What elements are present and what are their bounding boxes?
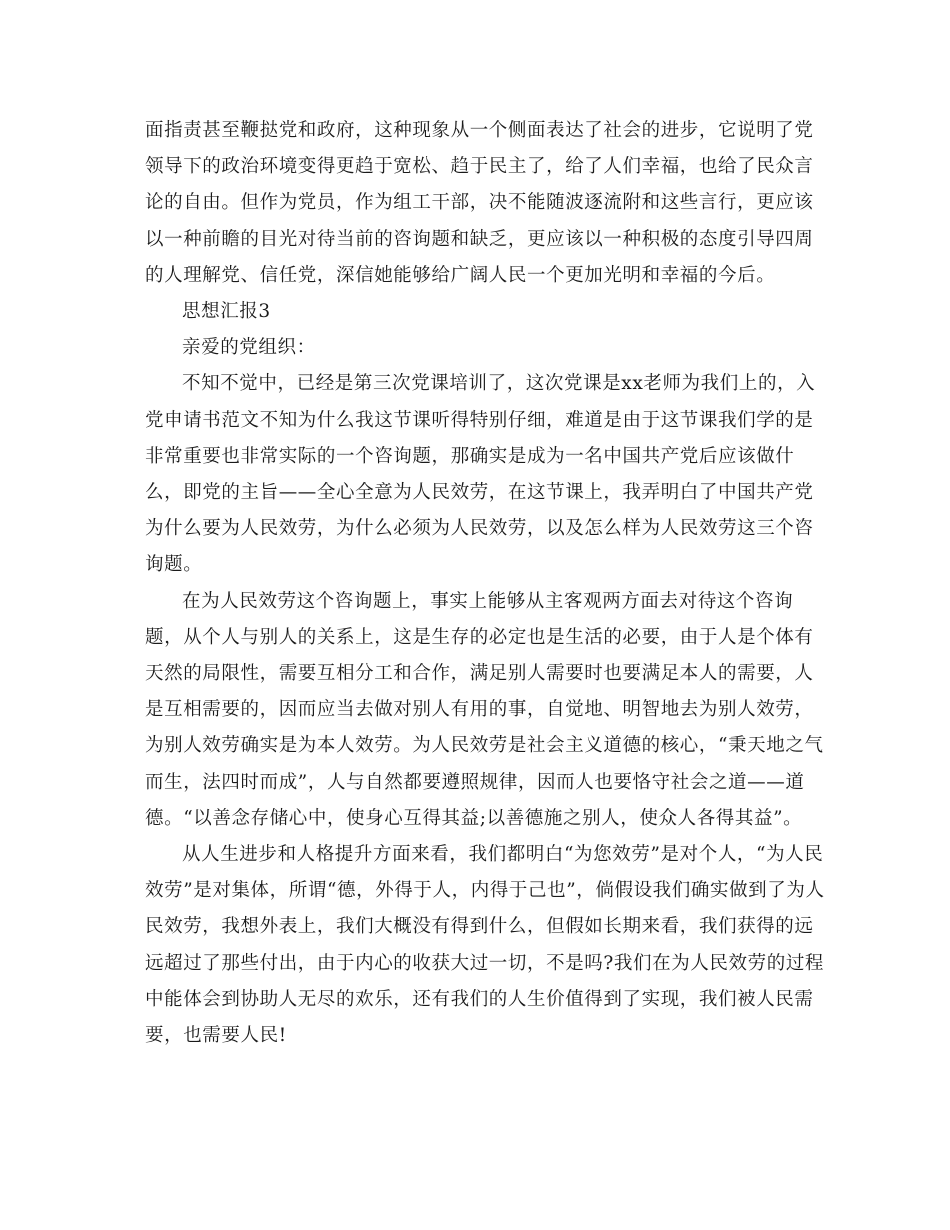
text-line: 为什么要为人民效劳，为什么必须为人民效劳，以及怎么样为人民效劳这三个咨: [145, 518, 814, 540]
text-line: 要，也需要人民!: [145, 1025, 287, 1047]
text-line: 党申请书范文不知为什么我这节课听得特别仔细，难道是由于这节课我们学的是: [145, 409, 814, 431]
text-line: 是互相需要的，因而应当去做对别人有用的事，自觉地、明智地去为别人效劳，: [145, 699, 814, 721]
text-line: 论的自由。但作为党员，作为组工干部，决不能随波逐流附和这些言行，更应该: [145, 192, 814, 214]
salutation-text: 亲爱的党组织：: [182, 337, 316, 359]
text-line: 领导下的政治环境变得更趋于宽松、趋于民主了，给了人们幸福，也给了民众言: [145, 156, 814, 178]
text-line: 在为人民效劳这个咨询题上，事实上能够从主客观两方面去对待这个咨询: [182, 590, 794, 612]
text-line: 的人理解党、信任党，深信她能够给广阔人民一个更加光明和幸福的今后。: [145, 264, 776, 286]
section-heading: [145, 294, 807, 330]
text-line: 么，即党的主旨——全心全意为人民效劳，在这节课上，我弄明白了中国共产党: [145, 482, 814, 504]
text-line: 效劳”是对集体，所谓“德，外得于人，内得于己也”，倘假设我们确实做到了为人: [145, 880, 825, 902]
paragraph-1: [145, 366, 816, 583]
text-line: 为别人效劳确实是为本人效劳。为人民效劳是社会主义道德的核心，“秉天地之气: [145, 735, 824, 757]
paragraph-continuation: [145, 113, 814, 294]
text-line: 远超过了那些付出，由于内心的收获大过一切，不是吗?我们在为人民效劳的过程: [145, 952, 825, 974]
text-line: 面指责甚至鞭挞党和政府，这种现象从一个侧面表达了社会的进步，它说明了党: [145, 120, 814, 141]
text-line: 中能体会到协助人无尽的欢乐，还有我们的人生价值得到了实现，我们被人民需: [145, 988, 814, 1010]
paragraph-2: [145, 584, 824, 837]
text-line: 民效劳，我想外表上，我们大概没有得到什么，但假如长期来看，我们获得的远: [145, 916, 814, 938]
text-line: 不知不觉中，已经是第三次党课培训了，这次党课是xx老师为我们上的，入: [182, 373, 816, 395]
heading-text: 思想汇报3: [182, 301, 271, 323]
paragraph-3: [145, 837, 825, 1054]
text-line: 而生，法四时而成”，人与自然都要遵照规律，因而人也要恪守社会之道——道: [145, 771, 805, 793]
document-body: [145, 113, 825, 1054]
text-line: 非常重要也非常实际的一个咨询题，那确实是成为一名中国共产党后应该做什: [145, 445, 795, 467]
text-line: 德。“以善念存储心中，使身心互得其益;以善德施之别人，使众人各得其益”。: [145, 807, 803, 829]
text-line: 从人生进步和人格提升方面来看，我们都明白“为您效劳”是对个人，“为人民: [182, 844, 824, 866]
text-line: 询题。: [145, 554, 203, 576]
text-line: 以一种前瞻的目光对待当前的咨询题和缺乏，更应该以一种积极的态度引导四周: [145, 228, 814, 250]
text-line: 天然的局限性，需要互相分工和合作，满足别人需要时也要满足本人的需要，人: [145, 663, 814, 685]
salutation: [145, 330, 807, 366]
text-line: 题，从个人与别人的关系上，这是生存的必定也是生活的必要，由于人是个体有: [145, 626, 814, 648]
